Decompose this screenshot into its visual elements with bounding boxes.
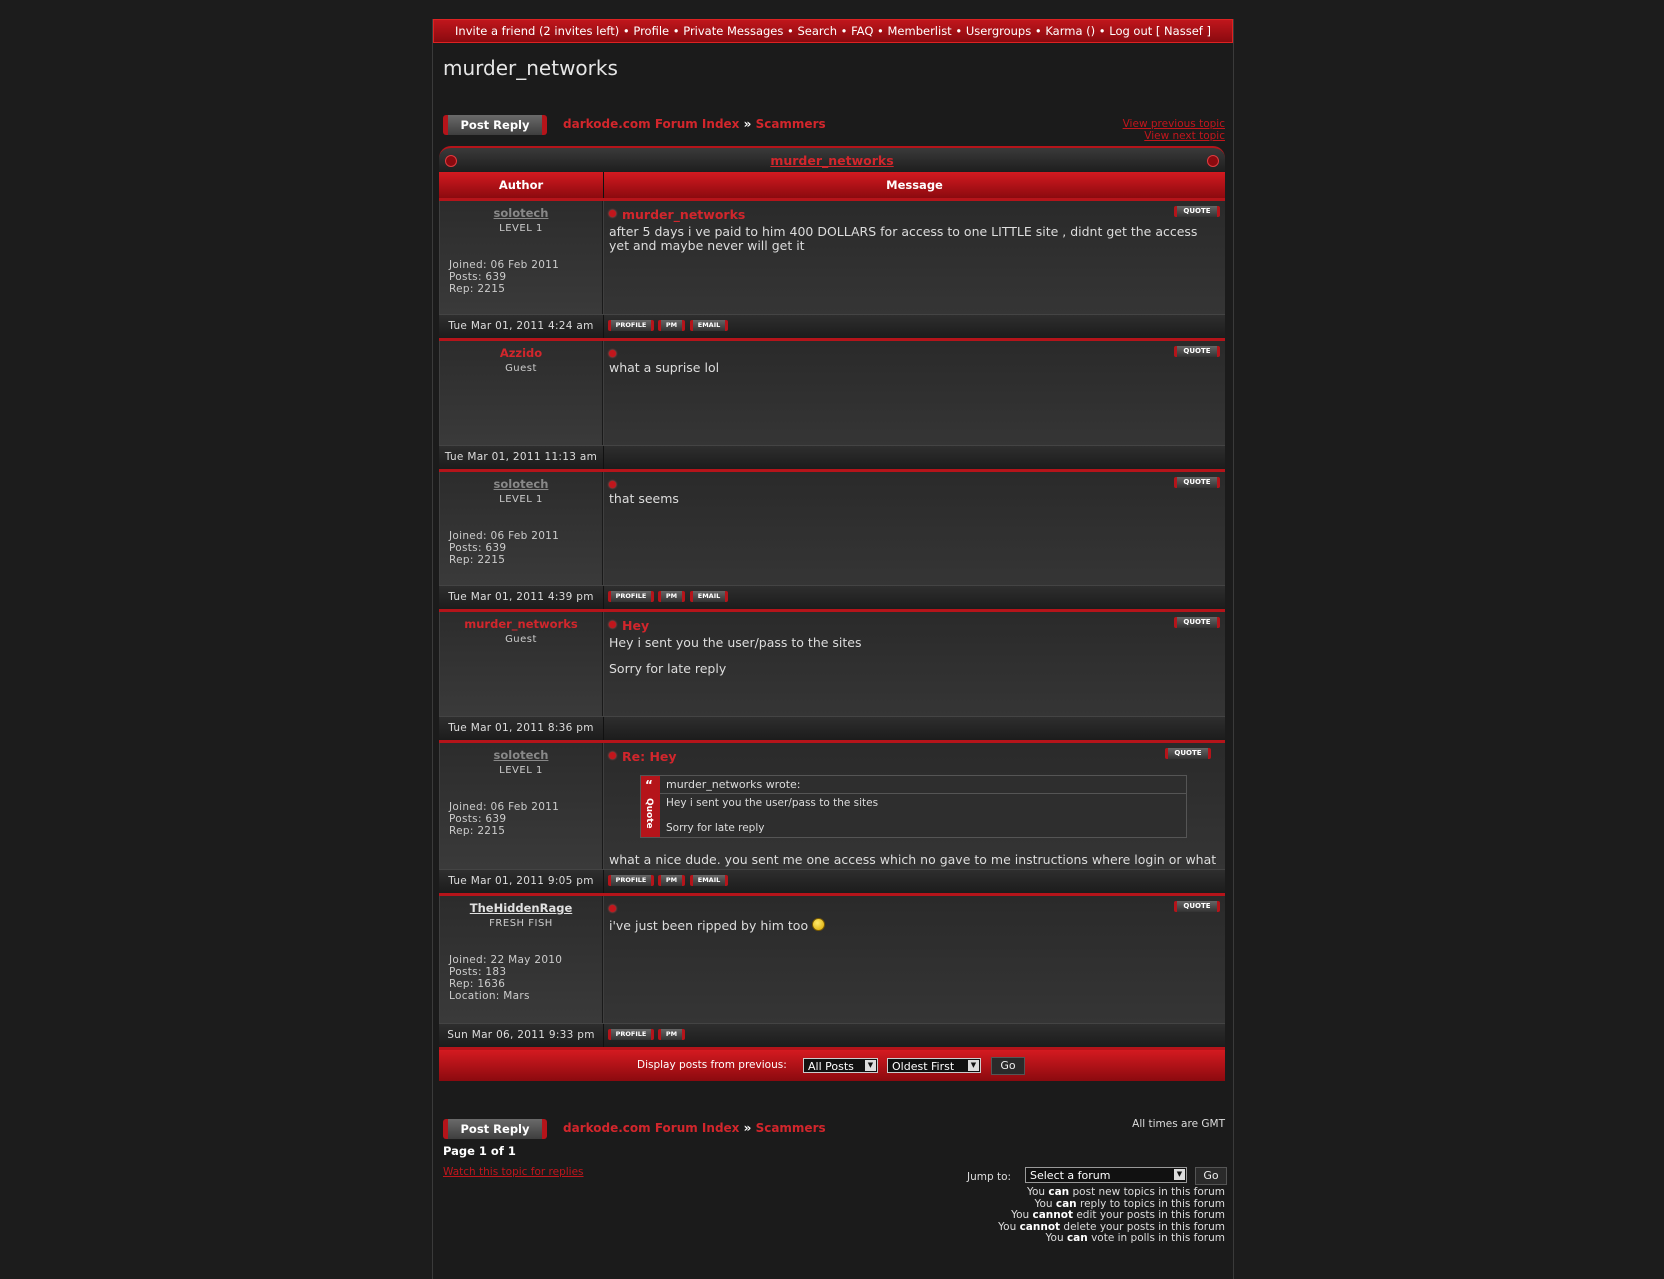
quote-button[interactable]: QUOTE — [1174, 617, 1220, 628]
author-stats: Joined: 22 May 2010 Posts: 183 Rep: 1636 Location: Mars — [449, 954, 563, 1002]
post-subject: murder_networks — [609, 207, 745, 222]
post-footer — [439, 445, 1225, 469]
post-bullet-icon — [609, 905, 616, 912]
post-subject — [609, 902, 622, 917]
page-title: murder_networks — [443, 56, 618, 80]
nav-profile[interactable]: Profile — [633, 24, 670, 38]
author-column-header: Author — [439, 172, 604, 198]
post-footer — [439, 1023, 1225, 1047]
nav-karma[interactable]: Karma () — [1045, 24, 1096, 38]
chevron-down-icon: ▼ — [865, 1060, 876, 1071]
post-bullet-icon — [609, 752, 616, 759]
author-rank: LEVEL 1 — [499, 765, 543, 776]
post-author — [439, 201, 603, 314]
post — [439, 469, 1225, 609]
breadcrumb: darkode.com Forum Index » Scammers — [563, 117, 826, 131]
forum-permissions: You can post new topics in this forum You can reply to topics in this forum You cannot edit your posts in this forum You cannot delete your posts in this forum You can vote in polls in this forum — [998, 1186, 1225, 1245]
post-message — [603, 201, 1225, 314]
nav-logout[interactable]: Log out [ Nassef ] — [1109, 24, 1211, 38]
post-author — [439, 472, 603, 585]
topic-navigation — [1123, 118, 1225, 142]
breadcrumb-index-link[interactable]: darkode.com Forum Index — [563, 1121, 740, 1135]
quote-mark-icon: “ — [645, 778, 653, 792]
post-author — [439, 743, 603, 869]
post-author — [439, 896, 603, 1023]
author-rank: FRESH FISH — [489, 918, 553, 929]
post-body: that seems — [609, 491, 679, 506]
nav-private-messages[interactable]: Private Messages — [683, 24, 784, 38]
jump-label: Jump to: — [967, 1171, 1012, 1183]
pm-button[interactable]: PM — [658, 591, 685, 602]
post-body: what a nice dude. you sent me one access which no gave to me instructions where login or what — [609, 853, 1217, 867]
post-footer — [439, 585, 1225, 609]
topic-title-bar — [439, 146, 1225, 172]
nav-memberlist[interactable]: Memberlist — [887, 24, 952, 38]
author-name-link[interactable]: TheHiddenRage — [469, 901, 573, 915]
post-body: after 5 days i ve paid to him 400 DOLLARS for access to one LITTLE site , didnt get the access yet and maybe never will get it — [609, 224, 1198, 253]
post-body: what a suprise lol — [609, 360, 720, 375]
post-body: Hey i sent you the user/pass to the sites — [609, 635, 862, 650]
table-header — [439, 172, 1225, 198]
post — [439, 893, 1225, 1047]
post-footer — [439, 314, 1225, 338]
message-column-header: Message — [886, 178, 943, 192]
post-date: Tue Mar 01, 2011 4:39 pm — [439, 586, 604, 609]
post-date: Tue Mar 01, 2011 8:36 pm — [439, 717, 604, 740]
page-indicator: Page 1 of 1 — [443, 1144, 516, 1158]
author-name: murder_networks — [464, 617, 578, 631]
author-rank: Guest — [505, 363, 537, 374]
post-bullet-icon — [609, 350, 616, 357]
topic-title-link[interactable]: murder_networks — [770, 153, 894, 168]
nav-usergroups[interactable]: Usergroups — [965, 24, 1032, 38]
smiley-icon — [812, 918, 825, 931]
breadcrumb-forum-link[interactable]: Scammers — [755, 1121, 826, 1135]
post-message — [603, 472, 1225, 585]
post-date: Tue Mar 01, 2011 9:05 pm — [439, 870, 604, 893]
breadcrumb-bottom: darkode.com Forum Index » Scammers — [563, 1121, 826, 1135]
post-subject: Re: Hey — [609, 749, 677, 764]
top-nav: Invite a friend (2 invites left) • Profile • Private Messages • Search • FAQ • Memberlist • Usergroups • Karma () • Log out [ Nassef ] — [433, 19, 1233, 43]
pm-button[interactable]: PM — [658, 320, 685, 331]
nav-search[interactable]: Search — [797, 24, 837, 38]
post-message — [603, 612, 1225, 716]
post-message — [603, 341, 1225, 445]
post-subject: Hey — [609, 618, 649, 633]
pm-button[interactable]: PM — [658, 875, 685, 886]
post-bullet-icon — [609, 481, 616, 488]
author-rank: LEVEL 1 — [499, 494, 543, 505]
quote-bar — [641, 776, 660, 837]
author-rank: Guest — [505, 634, 537, 645]
corner-dot-icon — [445, 155, 457, 167]
author-stats: Joined: 06 Feb 2011 Posts: 639 Rep: 2215 — [449, 530, 560, 566]
jump-go-button[interactable]: Go — [1195, 1167, 1227, 1185]
profile-button[interactable]: PROFILE — [608, 875, 654, 886]
post-date: Tue Mar 01, 2011 11:13 am — [439, 446, 604, 469]
author-name: Azzido — [499, 346, 543, 360]
post — [439, 609, 1225, 740]
page-container — [432, 19, 1234, 1279]
view-next-topic-link[interactable]: View next topic — [1144, 130, 1225, 142]
author-rank: LEVEL 1 — [499, 223, 543, 234]
author-name-link[interactable]: solotech — [493, 748, 549, 762]
quote-button[interactable]: QUOTE — [1165, 748, 1211, 759]
quote-author: murder_networks wrote: — [660, 776, 1186, 794]
post — [439, 198, 1225, 338]
post-footer — [439, 716, 1225, 740]
post-bullet-icon — [609, 621, 616, 628]
chevron-down-icon: ▼ — [968, 1060, 979, 1071]
profile-button[interactable]: PROFILE — [608, 591, 654, 602]
quote-button[interactable]: QUOTE — [1174, 346, 1220, 357]
display-label: Display posts from previous: — [637, 1059, 787, 1071]
post-reply-button-bottom[interactable]: Post Reply — [443, 1119, 547, 1139]
post-message — [603, 743, 1225, 869]
post-message — [603, 896, 1225, 1023]
profile-button[interactable]: PROFILE — [608, 320, 654, 331]
topic-table — [439, 146, 1225, 1081]
post-date: Sun Mar 06, 2011 9:33 pm — [439, 1024, 604, 1047]
post-reply-button[interactable]: Post Reply — [443, 115, 547, 135]
email-button[interactable]: EMAIL — [690, 875, 728, 886]
post-bullet-icon — [609, 210, 616, 217]
author-name-link[interactable]: solotech — [493, 206, 549, 220]
email-button[interactable]: EMAIL — [690, 320, 728, 331]
post-author — [439, 612, 603, 716]
corner-dot-icon — [1207, 155, 1219, 167]
post — [439, 740, 1225, 893]
display-filter-select[interactable]: All Posts ▼ — [803, 1058, 878, 1073]
post-body-line2: Sorry for late reply — [609, 661, 727, 676]
quote-button[interactable]: QUOTE — [1174, 477, 1220, 488]
author-stats: Joined: 06 Feb 2011 Posts: 639 Rep: 2215 — [449, 801, 560, 837]
email-button[interactable]: EMAIL — [690, 591, 728, 602]
post — [439, 338, 1225, 469]
jump-to-select[interactable]: Select a forum ▼ — [1025, 1167, 1187, 1183]
quote-button[interactable]: QUOTE — [1174, 206, 1220, 217]
post-footer — [439, 869, 1225, 893]
display-go-button[interactable]: Go — [991, 1057, 1025, 1075]
nav-invite[interactable]: Invite a friend (2 invites left) — [455, 24, 620, 38]
chevron-down-icon: ▼ — [1174, 1169, 1185, 1180]
post-author — [439, 341, 603, 445]
breadcrumb-forum-link[interactable]: Scammers — [755, 117, 826, 131]
view-previous-topic-link[interactable]: View previous topic — [1122, 118, 1225, 130]
post-body: i've just been ripped by him too — [609, 918, 1219, 933]
profile-button[interactable]: PROFILE — [608, 1029, 654, 1040]
display-order-select[interactable]: Oldest First ▼ — [887, 1058, 981, 1073]
display-options-bar — [439, 1047, 1225, 1081]
watch-topic-link[interactable]: Watch this topic for replies — [443, 1166, 584, 1178]
quote-button[interactable]: QUOTE — [1174, 901, 1220, 912]
author-name-link[interactable]: solotech — [493, 477, 549, 491]
author-stats: Joined: 06 Feb 2011 Posts: 639 Rep: 2215 — [449, 259, 560, 295]
pm-button[interactable]: PM — [658, 1029, 685, 1040]
post-date: Tue Mar 01, 2011 4:24 am — [439, 315, 604, 338]
quote-text: Hey i sent you the user/pass to the sites Sorry for late reply — [666, 797, 879, 834]
breadcrumb-index-link[interactable]: darkode.com Forum Index — [563, 117, 740, 131]
timezone-note: All times are GMT — [1132, 1118, 1225, 1130]
quote-block — [640, 775, 1187, 838]
quote-label: Quote — [644, 798, 654, 829]
nav-faq[interactable]: FAQ — [851, 24, 874, 38]
